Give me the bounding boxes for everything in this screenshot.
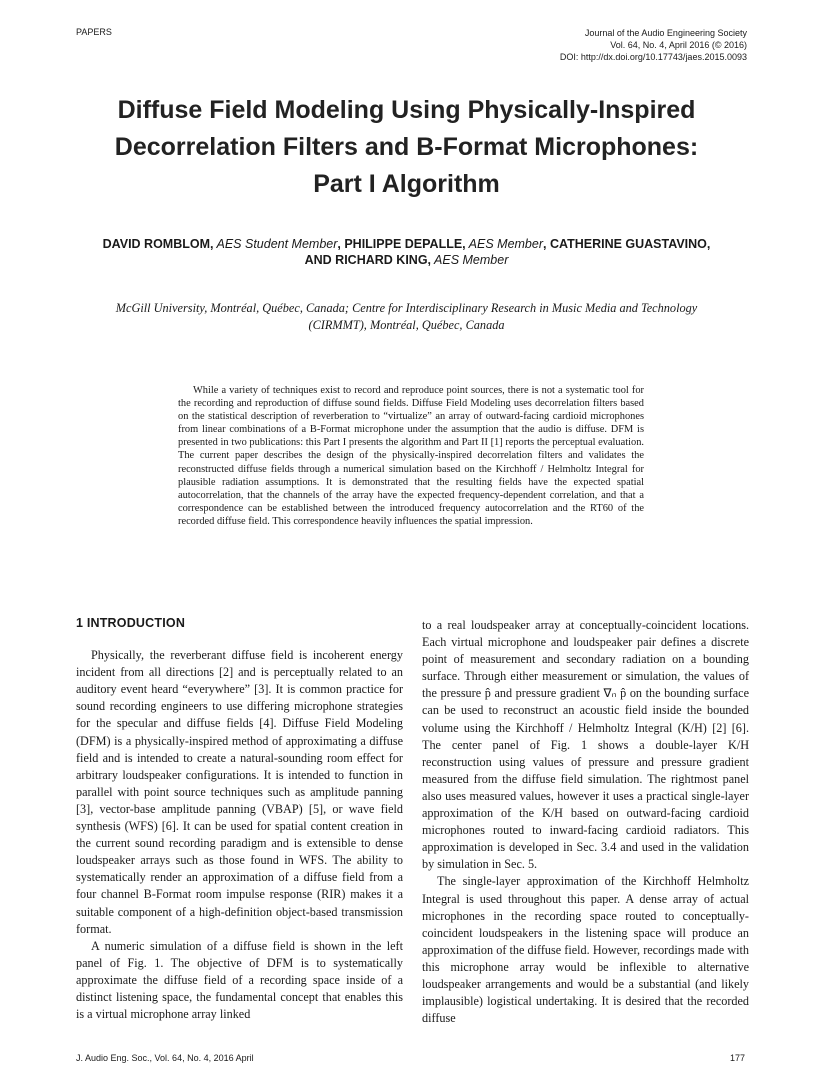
- affiliation: [70, 300, 743, 334]
- author-role: AES Student Member: [213, 237, 338, 251]
- paragraph: Physically, the reverberant diffuse field is incoherent energy incident from all directions [2] and is perceptually related to an auditory event heard “everywhere” [3]. It is common practice for sound recording engineers to use differing microphone strategies for the specular and diffuse fields [4]. Diffuse Field Modeling (DFM) is a physically-inspired method of approximating a diffuse field and is intended to create a natural-sounding room effect for arbitrary loudspeaker configurations. It is intended to function in parallel with point source techniques such as amplitude panning [3], vector-base amplitude panning (VBAP) [5], or wave field synthesis (WFS) [6]. It can be used for spatial content creation in the current sound recording paradigm and is extensible to dense loudspeaker arrays such as those found in WFS. The ability to systematically render an approximation of a diffuse field from a four channel B-Format room impulse response (RIR) makes it a suitable component of a high-definition object-based transmission format.: [76, 648, 403, 936]
- title-line-3: Part I Algorithm: [313, 170, 500, 198]
- journal-doi[interactable]: DOI: http://dx.doi.org/10.17743/jaes.2015.0093: [559, 52, 747, 62]
- page-number: 177: [729, 1053, 745, 1063]
- author-role: AES Member: [465, 237, 543, 251]
- author-name: , CATHERINE GUASTAVINO,: [543, 237, 711, 251]
- section-label: PAPERS: [76, 27, 112, 37]
- title-line-2: Decorrelation Filters and B-Format Microphones:: [114, 133, 699, 161]
- section-heading: 1 INTRODUCTION: [76, 616, 186, 630]
- abstract: [178, 384, 644, 528]
- author-line-1: [60, 236, 753, 252]
- title-line-1: Diffuse Field Modeling Using Physically-Inspired: [117, 96, 696, 124]
- abstract-text: While a variety of techniques exist to record and reproduce point sources, there is not a systematic tool for the recording and reproduction of diffuse sound fields. Diffuse Field Modeling uses decorrelation filters based on the statistical description of reverberation to “virtualize” an array of outward-facing cardioid microphones from linear combinations of a B-Format microphone under the assumption that the audio is diffuse. DFM is presented in two publications: this Part I presents the algorithm and Part II [1] reports the perceptual evaluation. The current paper describes the design of the physically-inspired decorrelation filters and validates the reconstructed diffuse fields through a numerical simulation based on the Kirchhoff / Helmholtz Integral for plausible radiation assumptions. It is demonstrated that the resulting fields have the expected spatial autocorrelation, that the channels of the array have the expected frequency-dependent correlation, and that a correspondence can be established between the introduced frequency autocorrelation and the RT60 of the recorded diffuse field. This correspondence heavily influences the spatial impression.: [178, 385, 644, 527]
- author-name: , PHILIPPE DEPALLE,: [337, 237, 466, 251]
- author-line-2: [60, 252, 753, 268]
- affiliation-line-1: McGill University, Montréal, Québec, Canada; Centre for Interdisciplinary Research in Music Media and Technology: [115, 301, 698, 315]
- author-name: AND RICHARD KING,: [304, 253, 432, 267]
- author-name: DAVID ROMBLOM,: [102, 237, 214, 251]
- journal-info: [560, 27, 747, 63]
- journal-volume: Vol. 64, No. 4, April 2016 (© 2016): [610, 40, 747, 50]
- author-list: [60, 236, 753, 268]
- paragraph: The single-layer approximation of the Kirchhoff Helmholtz Integral is used throughout this paper. A dense array of actual microphones in the recording space routed to conceptually-coincident loudspeakers in the listening space will produce an approximation of the diffuse field. However, recordings made with this microphone array would be inflexible to alternative loudspeaker arrangements and would be a substantial (and likely implausible) logistical undertaking. It is desired that the recorded diffuse: [422, 874, 749, 1026]
- paper-title: [40, 92, 773, 203]
- paragraph: A numeric simulation of a diffuse field is shown in the left panel of Fig. 1. The objective of DFM is to systematically approximate the diffuse field of a recording space inside of a distinct listening space, the fundamental concept that enables this is a virtual microphone array linked: [76, 938, 403, 1022]
- body-column-left: [76, 615, 403, 1023]
- body-column-right: [422, 617, 749, 1027]
- affiliation-line-2: (CIRMMT), Montréal, Québec, Canada: [308, 318, 505, 332]
- paragraph: to a real loudspeaker array at conceptually-coincident locations. Each virtual microphone and loudspeaker pair defines a discrete point of measurement and secondary radiation on a bounding surface. Through either measurement or simulation, the values of the pressure p̂ and pressure gradient ∇ₙ p̂ on the bounding surface can be used to reconstruct an acoustic field inside the bounded volume using the Kirchhoff / Helmholtz Integral (K/H) [2] [6]. The center panel of Fig. 1 shows a double-layer K/H reconstruction using values of pressure and pressure gradient measured from the diffuse field simulation. The rightmost panel also uses measured values, however it uses a practical single-layer approximation of the K/H based on outward-facing cardioid microphones routed to inward-facing cardioid radiators. This approximation is developed in Sec. 3.4 and used in the validation by simulation in Sec. 5.: [422, 618, 749, 872]
- journal-name: Journal of the Audio Engineering Society: [584, 28, 747, 38]
- footer-citation: J. Audio Eng. Soc., Vol. 64, No. 4, 2016 April: [76, 1053, 254, 1063]
- author-role: AES Member: [431, 253, 509, 267]
